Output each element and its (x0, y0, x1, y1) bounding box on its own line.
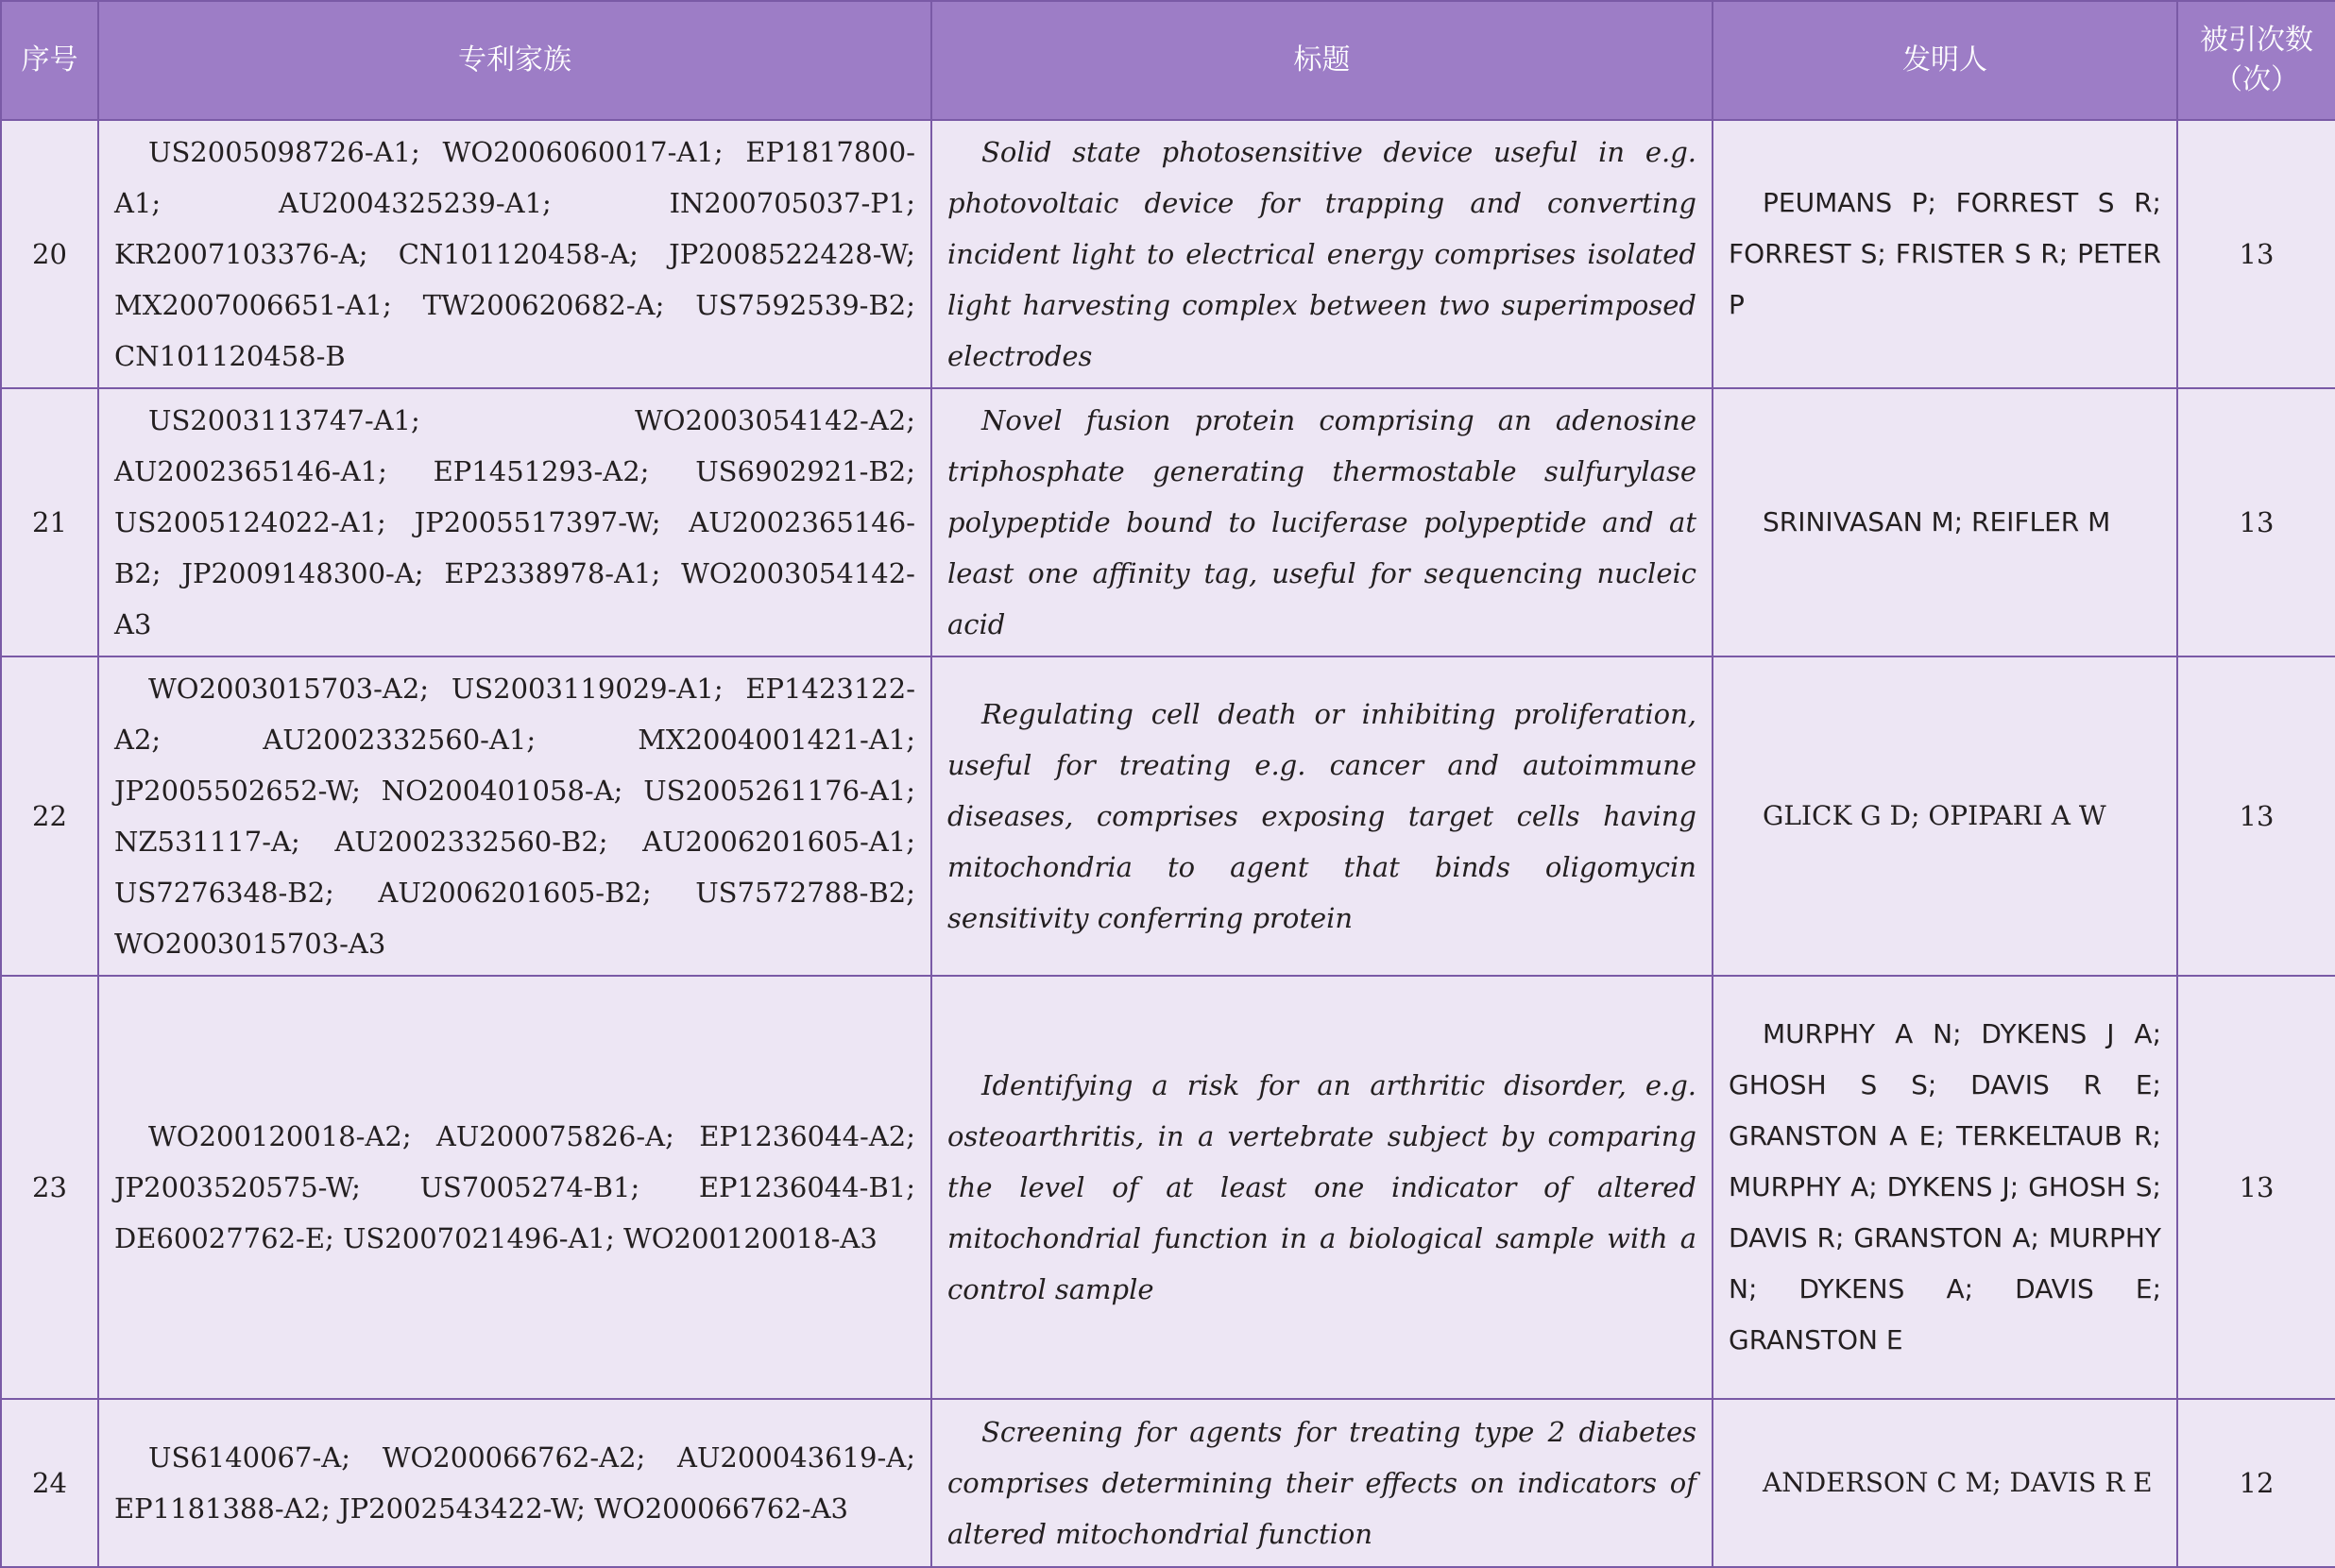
row-family: US6140067-A; WO200066762-A2; AU200043619-A; EP1181388-A2; JP2002543422-W; WO200066762-A3 (98, 1399, 931, 1567)
table-row (1, 388, 2335, 656)
row-title: Regulating cell death or inhibiting proliferation, useful for treating e.g. cancer and autoimmune diseases, comprises exposing target cells having mitochondria to agent that binds oligomycin sensitivity conferring protein (931, 656, 1713, 976)
row-citations: 12 (2177, 1399, 2335, 1567)
row-title: Novel fusion protein comprising an adenosine triphosphate generating thermostable sulfurylase polypeptide bound to luciferase polypeptide and at least one affinity tag, useful for sequencing nucleic acid (931, 388, 1713, 656)
row-citations: 13 (2177, 976, 2335, 1399)
row-inventors: ANDERSON C M; DAVIS R E (1713, 1399, 2177, 1567)
table-row (1, 656, 2335, 976)
table-row (1, 120, 2335, 388)
table-row (1, 976, 2335, 1399)
row-no: 22 (1, 656, 98, 976)
header-inventors: 发明人 (1713, 1, 2177, 120)
row-title: Solid state photosensitive device useful in e.g. photovoltaic device for trapping and converting incident light to electrical energy comprises isolated light harvesting complex between two superimposed electrodes (931, 120, 1713, 388)
table-row (1, 1399, 2335, 1567)
row-citations: 13 (2177, 388, 2335, 656)
row-citations: 13 (2177, 656, 2335, 976)
header-citations: 被引次数（次） (2177, 1, 2335, 120)
row-inventors: SRINIVASAN M; REIFLER M (1713, 388, 2177, 656)
header-no: 序号 (1, 1, 98, 120)
row-inventors: MURPHY A N; DYKENS J A; GHOSH S S; DAVIS R E; GRANSTON A E; TERKELTAUB R; MURPHY A; DYKENS J; GHOSH S; DAVIS R; GRANSTON A; MURPHY N; DYKENS A; DAVIS E; GRANSTON E (1713, 976, 2177, 1399)
row-family: US2003113747-A1; WO2003054142-A2; AU2002365146-A1; EP1451293-A2; US6902921-B2; US2005124022-A1; JP2005517397-W; AU2002365146-B2; JP2009148300-A; EP2338978-A1; WO2003054142-A3 (98, 388, 931, 656)
row-family: WO200120018-A2; AU200075826-A; EP1236044-A2; JP2003520575-W; US7005274-B1; EP1236044-B1; DE60027762-E; US2007021496-A1; WO200120018-A3 (98, 976, 931, 1399)
row-title: Screening for agents for treating type 2 diabetes comprises determining their effects on indicators of altered mitochondrial function (931, 1399, 1713, 1567)
table-header (1, 1, 2335, 120)
row-no: 24 (1, 1399, 98, 1567)
header-title: 标题 (931, 1, 1713, 120)
header-row (1, 1, 2335, 120)
row-family: WO2003015703-A2; US2003119029-A1; EP1423122-A2; AU2002332560-A1; MX2004001421-A1; JP2005502652-W; NO200401058-A; US2005261176-A1; NZ531117-A; AU2002332560-B2; AU2006201605-A1; US7276348-B2; AU2006201605-B2; US7572788-B2; WO2003015703-A3 (98, 656, 931, 976)
table-body (1, 120, 2335, 1567)
row-inventors: GLICK G D; OPIPARI A W (1713, 656, 2177, 976)
header-family: 专利家族 (98, 1, 931, 120)
row-no: 20 (1, 120, 98, 388)
row-no: 23 (1, 976, 98, 1399)
row-inventors: PEUMANS P; FORREST S R; FORREST S; FRISTER S R; PETER P (1713, 120, 2177, 388)
row-family: US2005098726-A1; WO2006060017-A1; EP1817800-A1; AU2004325239-A1; IN200705037-P1; KR2007103376-A; CN101120458-A; JP2008522428-W; MX2007006651-A1; TW200620682-A; US7592539-B2; CN101120458-B (98, 120, 931, 388)
row-title: Identifying a risk for an arthritic disorder, e.g. osteoarthritis, in a vertebrate subject by comparing the level of at least one indicator of altered mitochondrial function in a biological sample with a control sample (931, 976, 1713, 1399)
row-citations: 13 (2177, 120, 2335, 388)
row-no: 21 (1, 388, 98, 656)
